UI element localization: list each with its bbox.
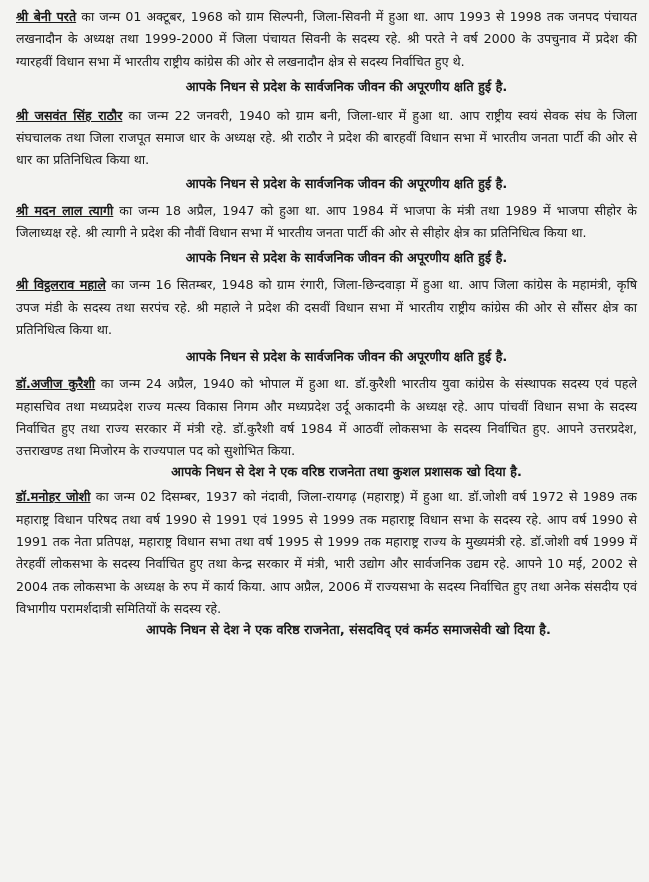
biography-text: का जन्म 02 दिसम्बर, 1937 को नंदावी, जिला-रायगढ़ (महाराष्ट्र) में हुआ था. डॉ.जोशी वर्ष 1972 से 1989 तक महाराष्ट्र विधान परिषद तथा वर्ष 1990 से 1991 एवं 1995 से 1999 तक महाराष्ट्र विधान सभा के सदस्य रहे. आप वर्ष 1990 से 1991 तक नेता प्रतिपक्ष, महाराष्ट्र विधान सभा तथा वर्ष 1995 से 1999 तक महाराष्ट्र राज्य के मुख्यमंत्री रहे. डॉ.जोशी वर्ष 1999 में तेरहवीं लोकसभा के सदस्य निर्वाचित हुए तथा केन्द्र सरकार में मंत्री, भारी उद्योग और सार्वजनिक उद्यम रहे. आपने 10 मई, 2002 से 2004 तक लोकसभा के अध्यक्ष के रुप में कार्य किया. आप अप्रैल, 2006 में राज्यसभा के सदस्य निर्वाचित हुए तथा अनेक संसदीय एवं विभागीय परामर्शदात्री समितियों के सदस्य रहे. xyxy=(16,489,637,616)
person-name: श्री विट्ठलराव महाले xyxy=(16,277,106,293)
condolence-statement: आपके निधन से प्रदेश के सार्वजनिक जीवन की अपूरणीय क्षति हुई है. xyxy=(185,176,508,192)
obituary-entry-vitthalrao-mahale xyxy=(16,274,637,341)
condolence-statement: आपके निधन से प्रदेश के सार्वजनिक जीवन की अपूरणीय क्षति हुई है. xyxy=(185,251,508,267)
person-name: श्री मदन लाल त्यागी xyxy=(16,202,114,218)
biography-text: का जन्म 24 अप्रैल, 1940 को भोपाल में हुआ था. डॉ.कुरैशी भारतीय युवा कांग्रेस के संस्थापक सदस्य एवं पहले महासचिव तथा मध्यप्रदेश राज्य मत्स्य विकास निगम और मध्यप्रदेश उर्दू अकादमी के अध्यक्ष रहे. आप पांचवीं विधान सभा के सदस्य निर्वाचित हुए तथा राज्य सरकार में मंत्री रहे. डॉ.कुरैशी वर्ष 1984 में आठवीं लोकसभा के सदस्य निर्वाचित हुए. आपने उत्तरप्रदेश, उत्तराखण्ड तथा मिजोरम के राज्यपाल पद को सुशोभित किया. xyxy=(16,376,637,459)
person-name: डॉ.अजीज कुरैशी xyxy=(16,376,96,392)
biography-text: का जन्म 01 अक्टूबर, 1968 को ग्राम सिल्पनी, जिला-सिवनी में हुआ था. आप 1993 से 1998 तक जनपद पंचायत लखनादौन के अध्यक्ष तथा 1999-2000 में जिला पंचायत सिवनी के सदस्य रहे. श्री परते ने वर्ष 2000 के उपचुनाव में प्रदेश की ग्यारहवीं विधान सभा में भारतीय राष्ट्रीय कांग्रेस की ओर से लखनादौन क्षेत्र से सदस्य निर्वाचित हुए थे. xyxy=(16,9,637,69)
condolence-statement: आपके निधन से प्रदेश के सार्वजनिक जीवन की अपूरणीय क्षति हुई है. xyxy=(185,79,508,95)
obituary-entry-manohar-joshi xyxy=(16,486,637,620)
biography-text: का जन्म 16 सितम्बर, 1948 को ग्राम रंगारी, जिला-छिन्दवाड़ा में हुआ था. आप जिला कांग्रेस के महामंत्री, कृषि उपज मंडी के सदस्य तथा सरपंच रहे. श्री महाले ने प्रदेश की दसवीं विधान सभा में भारतीय राष्ट्रीय कांग्रेस की ओर से सौंसर क्षेत्र का प्रतिनिधित्व किया था. xyxy=(16,277,637,337)
condolence-statement: आपके निधन से देश ने एक वरिष्ठ राजनेता, संसदविद् एवं कर्मठ समाजसेवी खो दिया है. xyxy=(146,623,551,639)
biography-text: का जन्म 18 अप्रैल, 1947 को हुआ था. आप 1984 में भाजपा के मंत्री तथा 1989 में भाजपा सीहोर के जिलाध्यक्ष रहे. श्री त्यागी ने प्रदेश की नौवीं विधान सभा में भारतीय जनता पार्टी की ओर से सीहोर क्षेत्र का प्रतिनिधित्व किया था. xyxy=(16,202,637,241)
person-name: श्री बेनी परते xyxy=(16,9,77,24)
obituary-entry-beni-parte xyxy=(16,6,637,73)
person-name: डॉ.मनोहर जोशी xyxy=(16,489,91,505)
obituary-entry-madan-lal-tyagi xyxy=(16,200,637,245)
person-name: श्री जसवंत सिंह राठौर xyxy=(16,107,123,123)
condolence-statement: आपके निधन से प्रदेश के सार्वजनिक जीवन की अपूरणीय क्षति हुई है. xyxy=(185,350,508,366)
condolence-statement: आपके निधन से देश ने एक वरिष्ठ राजनेता तथा कुशल प्रशासक खो दिया है. xyxy=(171,465,522,481)
biography-text: का जन्म 22 जनवरी, 1940 को ग्राम बनी, जिला-धार में हुआ था. आप राष्ट्रीय स्वयं सेवक संघ के जिला संघचालक तथा जिला राजपूत समाज धार के अध्यक्ष रहे. श्री राठौर ने प्रदेश की बारहवीं विधान सभा में भारतीय जनता पार्टी की ओर से धार का प्रतिनिधित्व किया था. xyxy=(16,107,637,168)
obituary-entry-aziz-qureshi xyxy=(16,373,637,462)
obituary-entry-jaswant-singh-rathore xyxy=(16,105,637,172)
